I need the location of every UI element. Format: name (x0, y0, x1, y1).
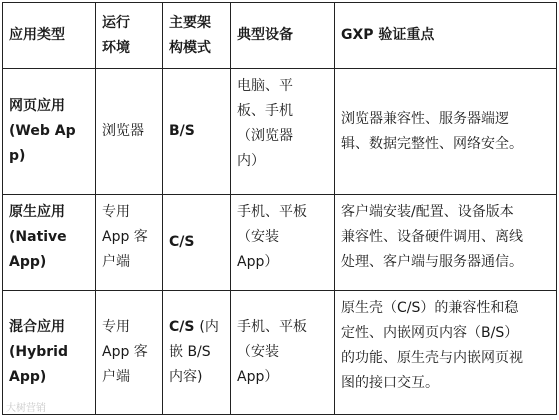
cell-gxp-focus: 原生壳（C/S）的兼容性和稳 定性、内嵌网页内容（B/S） 的功能、原生壳与内嵌网页视 图的接口交互。 (335, 291, 557, 415)
header-app-type: 应用类型 (3, 3, 96, 69)
cell-architecture: B/S (163, 69, 231, 195)
cell-architecture: C/S (163, 195, 231, 291)
header-runtime-env: 运行 环境 (96, 3, 163, 69)
cell-architecture (163, 291, 231, 415)
table-row (3, 291, 557, 415)
header-typical-devices: 典型设备 (231, 3, 335, 69)
cell-typical-devices: 电脑、平 板、手机 （浏览器 内） (231, 69, 335, 195)
watermark: 大树营销 (6, 403, 46, 414)
gxp-application-table (2, 2, 557, 415)
cell-gxp-focus: 浏览器兼容性、服务器端逻 辑、数据完整性、网络安全。 (335, 69, 557, 195)
cell-runtime-env: 浏览器 (96, 69, 163, 195)
table-header-row (3, 3, 557, 69)
cell-app-type: 原生应用 (Native App) (3, 195, 96, 291)
cell-app-type: 网页应用 (Web App) (3, 69, 96, 195)
header-gxp-focus: GXP 验证重点 (335, 3, 557, 69)
header-architecture: 主要架 构模式 (163, 3, 231, 69)
cell-typical-devices: 手机、平板 （安装 App） (231, 195, 335, 291)
cell-runtime-env: 专用 App 客 户端 (96, 195, 163, 291)
cell-runtime-env: 专用 App 客 户端 (96, 291, 163, 415)
cell-gxp-focus: 客户端安装/配置、设备版本 兼容性、设备硬件调用、离线 处理、客户端与服务器通信。 (335, 195, 557, 291)
cell-typical-devices: 手机、平板 （安装 App） (231, 291, 335, 415)
table-row (3, 195, 557, 291)
architecture-note: (内 嵌 B/S 内容) (169, 319, 219, 385)
architecture-primary: C/S (169, 319, 200, 335)
cell-app-type: 混合应用 (Hybrid App) (3, 291, 96, 415)
table-row (3, 69, 557, 195)
